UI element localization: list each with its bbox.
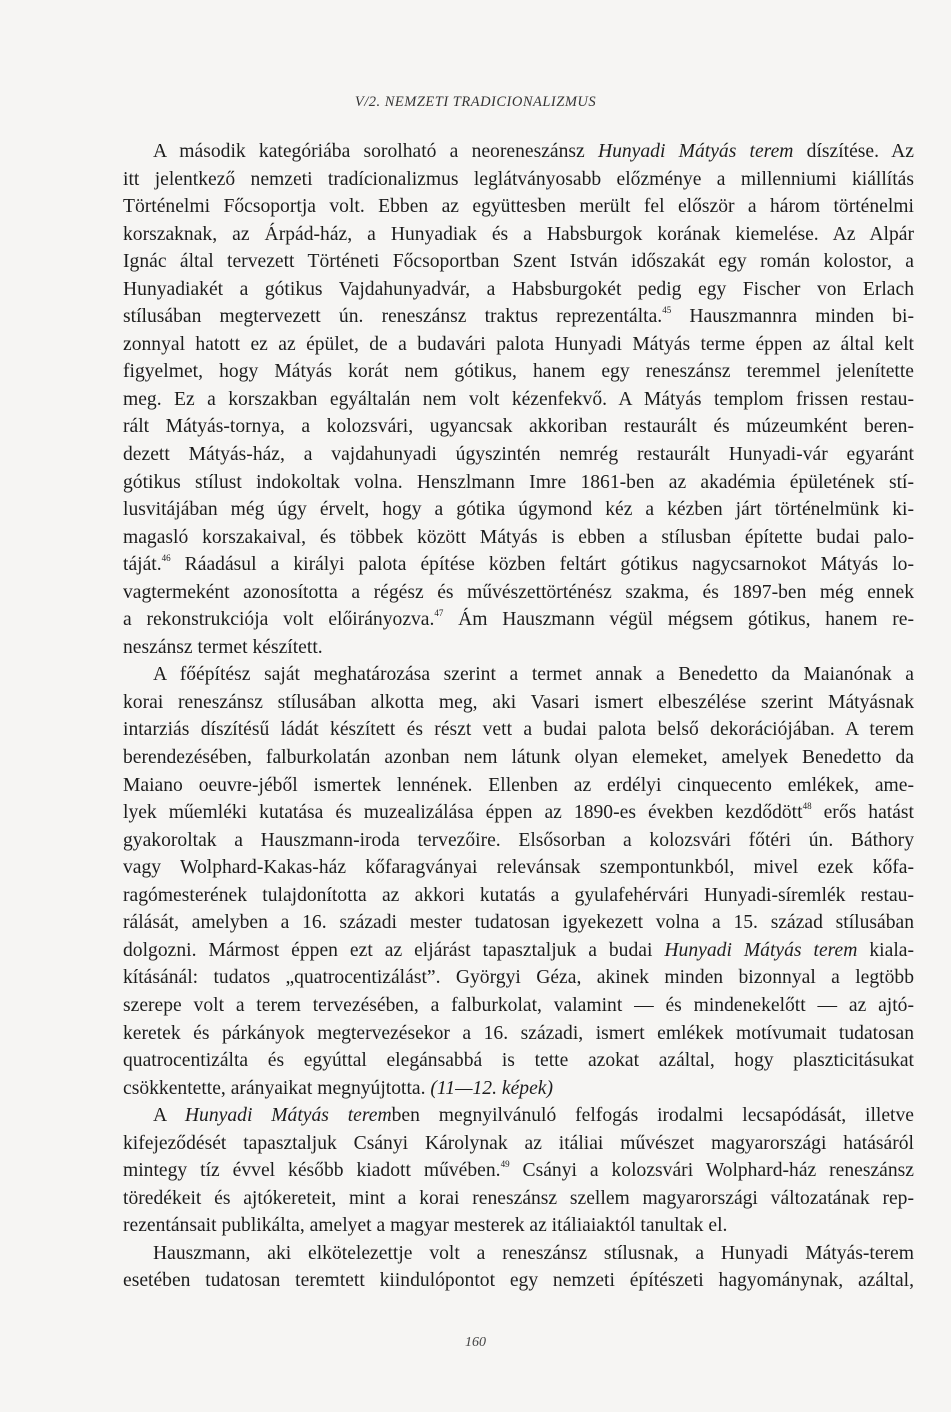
text-run: Hauszmann, aki elkötelezettje volt a reneszánsz stílusnak, a Hunyadi Mátyás-terem: [153, 1242, 914, 1264]
text-line: [123, 248, 914, 276]
text-line: [123, 744, 914, 772]
text-run: itt jelentkező nemzeti tradícionalizmus leglátványosabb előzménye a millenniumi kiállítás: [123, 168, 914, 190]
text-run: magasló korszakaival, és többek között Mátyás is ebben a stílusban építette budai palo-: [123, 526, 914, 548]
text-line: [123, 799, 914, 827]
text-line: [123, 964, 914, 992]
text-run: kifejeződését tapasztaljuk Csányi Károlynak az itáliai művészet magyarországi hatásáról: [123, 1132, 914, 1154]
text-line: [123, 469, 914, 497]
text-run: mintegy tíz évvel később kiadott művében.: [123, 1160, 501, 1182]
text-line: [123, 634, 914, 662]
text-line: [123, 1240, 914, 1268]
text-line: [123, 716, 914, 744]
text-run: ben megnyilvánuló felfogás irodalmi lecsapódását, illetve: [391, 1105, 914, 1127]
text-run: Ráadásul a királyi palota építése közben feltárt gótikus nagycsarnokot Mátyás lo-: [170, 554, 914, 576]
text-line: [123, 221, 914, 249]
text-line: [123, 689, 914, 717]
footnote-ref: 45: [662, 305, 672, 316]
text-run: A: [153, 1105, 185, 1127]
text-run: Történelmi Főcsoportja volt. Ebben az együttesben merült fel először a három történelmi: [123, 196, 914, 218]
text-line: [123, 661, 914, 689]
text-line: [123, 551, 914, 579]
text-line: [123, 1157, 914, 1185]
footnote-ref: 47: [434, 608, 444, 619]
text-line: [123, 358, 914, 386]
text-line: [123, 496, 914, 524]
text-line: [123, 276, 914, 304]
text-line: [123, 1267, 914, 1295]
text-run: figyelmet, hogy Mátyás korát nem gótikus, hanem egy reneszánsz teremmel jelenítette: [123, 361, 914, 383]
body-text: [123, 138, 914, 1295]
italic-text: Hunyadi Mátyás terem: [184, 1105, 392, 1127]
italic-text: Hunyadi Mátyás terem: [664, 939, 858, 961]
text-run: intarziás díszítésű ládát készített és részt vett a budai palota belső dekorációjában. A terem: [123, 719, 914, 741]
footnote-ref: 49: [500, 1159, 510, 1170]
text-run: díszítése. Az: [793, 141, 914, 162]
text-run: kításánál: tudatos „quatrocentizálást”. Györgyi Géza, akinek minden bizonnyal a legtöbb: [123, 967, 914, 989]
running-head: V/2. NEMZETI TRADICIONALIZMUS: [354, 94, 597, 110]
text-run: vagtermeként azonosította a régész és művészettörténész szakma, és 1897-ben még ennek: [123, 581, 914, 603]
text-run: Hauszmannra minden bi-: [671, 306, 914, 328]
text-line: [123, 1130, 914, 1158]
text-run: lyek műemléki kutatása és muzealizálása éppen az 1890-es években kezdődött: [123, 802, 803, 824]
text-run: keretek és párkányok megtervezésekor a 16. századi, ismert emlékek motívumait tudatosan: [123, 1022, 914, 1044]
text-run: erős hatást: [811, 802, 914, 824]
text-line: [123, 331, 914, 359]
text-line: [123, 1075, 914, 1103]
text-run: zonnyal hatott ez az épület, de a budavári palota Hunyadi Mátyás terme éppen az által kelt: [123, 333, 914, 355]
text-run: gótikus stílust indokoltak volna. Henszlmann Imre 1861-ben az akadémia épületének stí-: [123, 471, 914, 493]
text-line: [123, 386, 914, 414]
text-run: dezett Mátyás-ház, a vajdahunyadi úgyszintén nemrég restaurált Hunyadi-vár egyaránt: [123, 444, 914, 466]
text-run: esetében tudatosan teremtett kiindulópontot egy nemzeti építészeti hagyománynak, azáltal,: [123, 1270, 914, 1292]
text-run: rálását, amelyben a 16. századi mester tudatosan igyekezett volna a 15. század stílusában: [123, 912, 914, 934]
text-run: stílusában megtervezett ún. reneszánsz traktus reprezentálta.: [123, 306, 663, 328]
text-line: [123, 579, 914, 607]
text-line: [123, 138, 914, 166]
text-run: rezentánsait publikálta, amelyet a magyar mesterek az itáliaiaktól tanultak el.: [123, 1215, 728, 1237]
italic-text: (11—12. képek): [430, 1077, 553, 1099]
text-line: [123, 882, 914, 910]
text-run: gyakoroltak a Hauszmann-iroda tervezőire. Elsősorban a kolozsvári főtéri ún. Báthory: [123, 829, 914, 851]
text-run: neszánsz termet készített.: [123, 636, 323, 658]
text-run: töredékeit és ajtókereteit, mint a korai reneszánsz szellem magyarországi változatának rep-: [123, 1187, 914, 1209]
text-run: dolgozni. Mármost éppen ezt az eljárást tapasztaljuk a budai: [123, 939, 665, 961]
text-line: [123, 1102, 914, 1130]
footnote-ref: 48: [802, 801, 812, 812]
text-run: lusvitájában még úgy érvelt, hogy a gótika úgymond kéz a kézben járt történelmünk ki-: [123, 499, 914, 521]
text-line: [123, 1020, 914, 1048]
text-run: Ám Hauszmann végül mégsem gótikus, hanem re-: [443, 609, 914, 631]
text-line: [123, 992, 914, 1020]
text-line: [123, 193, 914, 221]
text-run: rált Mátyás-tornya, a kolozsvári, ugyancsak akkoriban restaurált és múzeumként beren-: [123, 416, 914, 438]
text-run: vagy Wolphard-Kakas-ház kőfaragványai relevánsak szempontunkból, mivel ezek kőfa-: [123, 857, 914, 879]
text-run: quatrocentizálta és egyúttal elegánsabbá is tette azokat azáltal, hogy plaszticitásukat: [123, 1050, 914, 1072]
text-run: korszaknak, az Árpád-ház, a Hunyadiak és a Habsburgok korának kiemelése. Az Alpár: [123, 223, 914, 245]
text-line: [123, 166, 914, 194]
text-run: Hunyadiakét a gótikus Vajdahunyadvár, a Habsburgokét pedig egy Fischer von Erlach: [123, 278, 914, 300]
text-line: [123, 606, 914, 634]
text-run: Ignác által tervezett Történeti Főcsoportban Szent István időszakát egy román kolostor, a: [123, 251, 914, 273]
text-run: a rekonstrukciója volt előirányozva.: [123, 609, 435, 631]
text-run: csökkentette, arányaikat megnyújtotta.: [123, 1077, 431, 1099]
text-line: [123, 854, 914, 882]
text-line: [123, 1212, 914, 1240]
text-run: Csányi a kolozsvári Wolphard-ház reneszánsz: [509, 1160, 914, 1182]
text-line: [123, 827, 914, 855]
italic-text: Hunyadi Mátyás terem: [597, 141, 794, 162]
text-run: korai reneszánsz stílusában alkotta meg, aki Vasari ismert elbeszélése szerint Mátyásnak: [123, 691, 914, 713]
text-run: Maiano oeuvre-jéből ismertek lennének. Ellenben az erdélyi cinquecento emlékek, ame-: [123, 774, 914, 796]
text-run: ragómesterének tulajdonította az akkori kutatás a gyulafehérvári Hunyadi-síremlék restau-: [123, 884, 914, 906]
text-run: kiala-: [857, 939, 914, 961]
text-run: szerepe volt a terem tervezésében, a falburkolat, valamint — és mindenekelőtt — az ajtó-: [123, 994, 914, 1016]
text-line: [123, 524, 914, 552]
text-line: [123, 441, 914, 469]
text-run: berendezésében, falburkolatán azonban nem látunk olyan elemeket, amelyek Benedetto da: [123, 747, 914, 769]
text-line: [123, 1047, 914, 1075]
text-run: táját.: [123, 554, 162, 576]
text-line: [123, 303, 914, 331]
text-run: A második kategóriába sorolható a neoreneszánsz: [153, 141, 598, 162]
text-line: [123, 937, 914, 965]
text-line: [123, 772, 914, 800]
text-run: meg. Ez a korszakban egyáltalán nem volt kézenfekvő. A Mátyás templom frissen restau-: [123, 388, 914, 410]
footnote-ref: 46: [161, 553, 171, 564]
text-run: A főépítész saját meghatározása szerint a termet annak a Benedetto da Maianónak a: [153, 664, 914, 686]
text-line: [123, 413, 914, 441]
page-number: 160: [465, 1335, 486, 1350]
text-line: [123, 909, 914, 937]
text-line: [123, 1185, 914, 1213]
